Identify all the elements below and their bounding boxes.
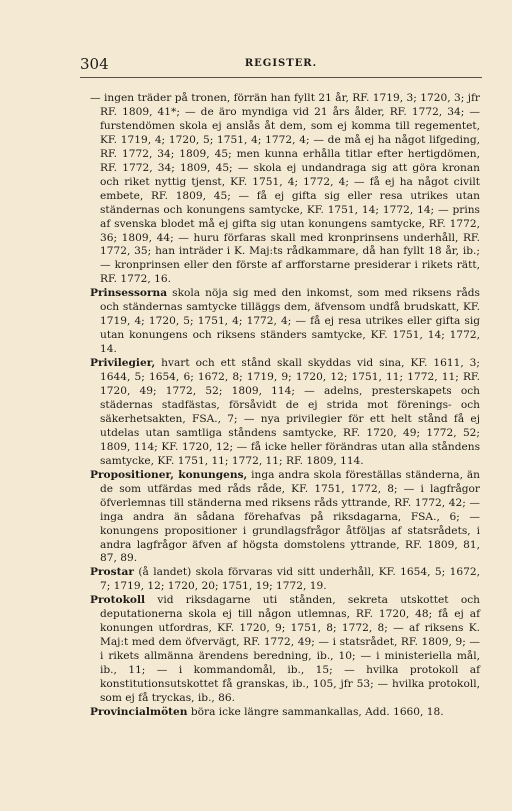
- page-header: [80, 55, 482, 75]
- entry-text: böra icke längre sammankallas, Add. 1660, 18.: [190, 705, 444, 718]
- entry-text: vid riksdagarne uti stånden, sekreta utskottet och deputationerna skola ej till någon utlemnas, RF. 1720, 48; få ej af konungen utfordras, KF. 1720, 9; 1751, 8; 1772, 8; — af riksens K. Maj:t med dem öfvervägt, RF. 1772, 49; — i statsrådet, RF. 1809, 9; — i rikets allmänna ärendens beredning, ib., 10; — i ministeriella mål, ib., 11; — i kommandomål, ib., 15; — hvilka protokoll af konstitutionsutskottet få granskas, ib., 105, jfr 53; — hvilka protokoll, som ej få tryckas, ib., 86.: [100, 594, 480, 704]
- entry-text: skola nöja sig med den inkomst, som med riksens råds och ständernas samtycke tilläggs dem, äfvensom undfå brudskatt, KF. 1719, 4; 1720, 5; 1751, 4; 1772, 4; — få ej resa utrikes eller gifta sig utan konungens och riksens ständers samtycke, KF. 1751, 14; 1772, 14.: [100, 287, 480, 356]
- entry-text: — ingen träder på tronen, förrän han fyllt 21 år, RF. 1719, 3; 1720, 3; jfr RF. 1809, 41*; — de äro myndiga vid 21 års ålder, RF. 1772, 34; — furstendömen skola ej anslås åt dem, som ej komma till regementet, KF. 1719, 4; 1720, 5; 1751, 4; 1772, 4; — de må ej ha något lifgeding, RF. 1772, 34; 1809, 45; men kunna erhålla titlar efter hertigdömen, RF. 1772, 34; 1809, 45; — skola ej undandraga sig att göra kronan och riket nyttig tjenst, KF. 1751, 4; 1772, 4; — få ej ha något civilt embete, RF. 1809, 45; — få ej gifta sig eller resa utrikes utan ständernas och konungens samtycke, KF. 1751, 14; 1772, 14; — prins af svenska blodet må ej gifta sig utan konungens samtycke, RF. 1772, 36; 1809, 44; — huru förfaras skall med kronprinsens underhåll, RF. 1772, 35; han inträder i K. Maj:ts rådkammare, då han fyllt 18 år, ib.; — kronprinsen eller den förste af arfforstarne presiderar i rikets rätt, RF. 1772, 16.: [90, 92, 480, 286]
- running-head: REGISTER.: [244, 58, 318, 69]
- register-entry-prinsar-continued: [90, 92, 480, 287]
- header-rule: [80, 77, 482, 78]
- register-entry-privilegier: [90, 357, 480, 469]
- register-entry-propositioner: [90, 469, 480, 567]
- register-entry-protokoll: [90, 594, 480, 706]
- page-number: 304: [80, 55, 109, 73]
- entry-term: Prostar: [90, 566, 134, 579]
- entry-text: (å landet) skola förvaras vid sitt underhåll, KF. 1654, 5; 1672, 7; 1719, 12; 1720, 20; 1751, 19; 1772, 19.: [100, 566, 480, 593]
- entry-term: Prinsessorna: [90, 287, 168, 300]
- register-entry-prostar: [90, 566, 480, 594]
- register-entry-prinsessorna: [90, 287, 480, 357]
- entry-term: Provincialmöten: [90, 705, 188, 718]
- entry-term: Protokoll: [90, 594, 146, 607]
- entry-text: hvart och ett stånd skall skyddas vid sina, KF. 1611, 3; 1644, 5; 1654, 6; 1672, 8; 1719, 9; 1720, 12; 1751, 11; 1772, 11; RF. 1720, 49; 1772, 52; 1809, 114; — adelns, presterskapets och städernas stadfästas, försåvidt de ej strida mot förenings- och säkerhetsakten, FSA., 7; — nya privilegier för ett helt stånd få ej utdelas utan samtliga ståndens samtycke, RF. 1720, 49; 1772, 52; 1809, 114; KF. 1720, 12; — få icke heller förändras utan alla ståndens samtycke, KF. 1751, 11; 1772, 11; RF. 1809, 114.: [100, 357, 480, 467]
- entry-term: Propositioner, konungens,: [90, 468, 248, 481]
- register-entry-provincialmoten: [90, 706, 480, 720]
- register-body: [90, 92, 480, 720]
- entry-term: Privilegier,: [90, 357, 156, 370]
- entry-text: inga andra skola föreställas ständerna, än de som utfärdas med råds råde, KF. 1751, 1772, 8; — i lagfrågor öfverlemnas till ständerna med riksens råds yttrande, RF. 1772, 42; — inga andra än sådana förehafvas på riksdagarna, FSA., 6; — konungens propositioner i grundlagsfrågor åtföljas af statsrådets, i andra lagfrågor äfven af högsta domstolens yttrande, RF. 1809, 81, 87, 89.: [100, 468, 480, 565]
